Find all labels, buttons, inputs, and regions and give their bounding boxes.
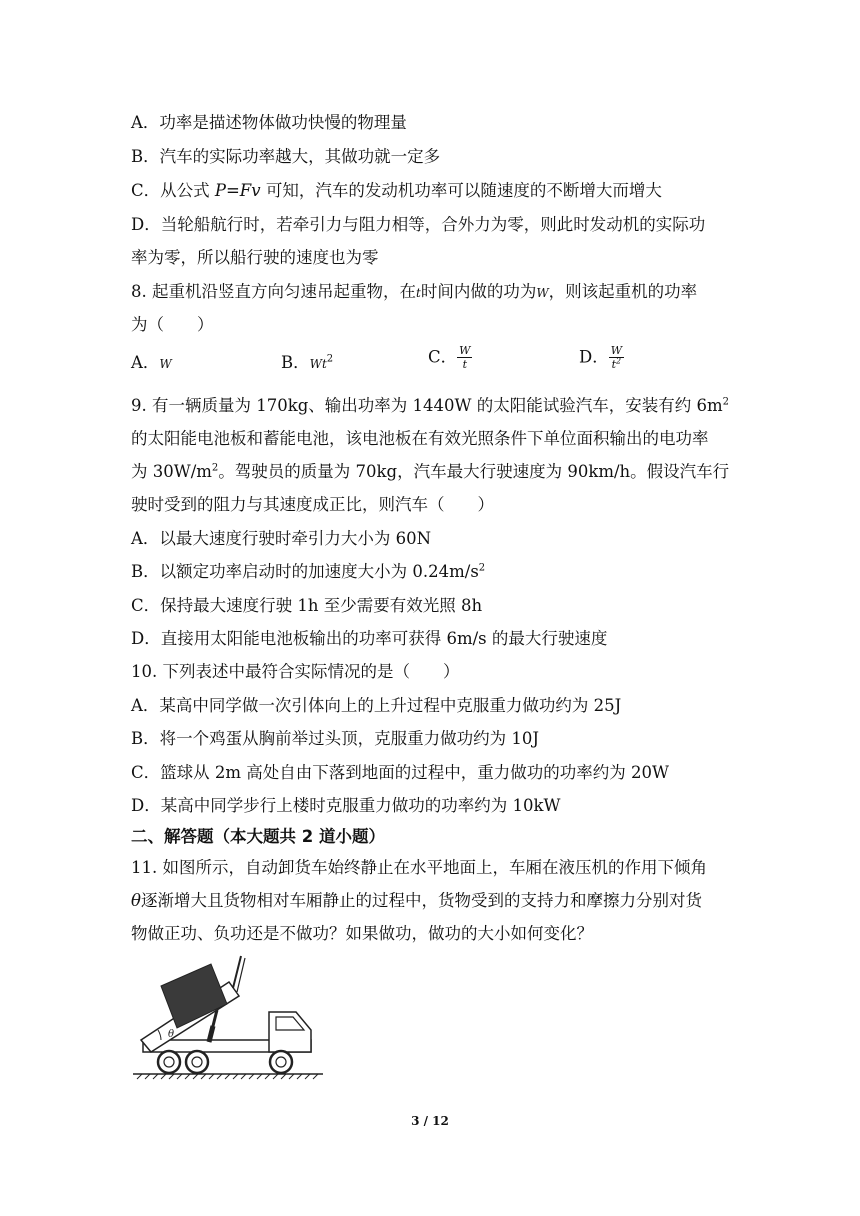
q8-option-b-label: B． [281,353,310,372]
q10-option-c: C．篮球从 2m 高处自由下落到地面的过程中，重力做功的功率约为 20W [131,763,669,782]
dump-truck-figure [131,952,326,1082]
page-number: 3 / 12 [411,1114,449,1128]
q9-option-c: C．保持最大速度行驶 1h 至少需要有效光照 8h [131,596,483,615]
theta-label: θ [168,1029,175,1040]
q8-option-a-value: W [159,357,172,371]
q9-stem-line4: 驶时受到的阻力与其速度成正比，则汽车（ ） [131,495,494,514]
q8-option-c-den: t [462,358,467,371]
q8-option-b [281,352,333,375]
q8-stem-mid: 时间内做的功为 [420,282,537,301]
q8-option-c-num: W [459,344,471,357]
q8-stem-post: ，则该起重机的功率 [548,282,698,301]
q9-option-b: B．以额定功率启动时的加速度大小为 $0.24m/s^2$ [131,562,486,581]
q8-option-c-fraction [457,344,472,371]
q7-option-d-line2: 率为零，所以船行驶的速度也为零 [131,248,379,267]
q8-option-c-label: C． [428,347,458,367]
q9-stem-line2: 的太阳能电池板和蓄能电池，该电池板在有效光照条件下单位面积输出的电功率 [131,429,709,448]
q8-option-d-num: W [610,344,623,357]
q8-option-d-label: D． [579,347,609,367]
q8-stem-line1 [131,281,740,304]
q8-stem-pre: 8. 起重机沿竖直方向匀速吊起重物，在 [131,282,416,301]
q8-option-c [428,344,472,371]
q10-stem: 10. 下列表述中最符合实际情况的是（ ） [131,662,460,681]
q8-option-d [579,344,624,371]
q7-option-c-post: 可知，汽车的发动机功率可以随速度的不断增大而增大 [265,181,662,200]
q10-option-a: A．某高中同学做一次引体向上的上升过程中克服重力做功约为 25J [131,696,622,715]
q7-option-c [131,180,740,202]
q8-stem-line2: 为（ ） [131,315,214,334]
q11-line1: 11. 如图所示，自动卸货车始终静止在水平地面上，车厢在液压机的作用下倾角 [131,858,707,877]
q8-options [131,344,740,378]
section-heading: 二、解答题（本大题共 2 道小题） [131,827,385,846]
q7-option-c-pre: C．从公式 [131,181,210,200]
q7-option-a: A．功率是描述物体做功快慢的物理量 [131,113,407,132]
q9-option-a: A．以最大速度行驶时牵引力大小为 60N [131,529,432,548]
q9-option-d: D．直接用太阳能电池板输出的功率可获得 6m/s 的最大行驶速度 [131,629,608,648]
q8-option-b-exp: 2 [326,353,334,365]
q10-option-b: B．将一个鸡蛋从胸前举过头顶，克服重力做功约为 10J [131,729,539,748]
q10-option-d: D．某高中同学步行上楼时克服重力做功的功率约为 10kW [131,796,561,815]
q8-option-a-label: A． [131,353,160,372]
q8-option-d-den: $t^2$ [611,356,622,371]
q8-w-symbol: W [536,286,549,300]
q8-option-d-fraction [609,344,624,371]
q8-option-a [131,352,172,375]
q7-option-d-line1: D．当轮船航行时，若牵引力与阻力相等，合外力为零，则此时发动机的实际功 [131,215,706,234]
q8-t-symbol: t [416,286,421,300]
q9-stem-line1: 9. 有一辆质量为 170kg、输出功率为 1440W 的太阳能试验汽车，安装有约 $6m^2$ [131,396,729,415]
q7-option-b: B．汽车的实际功率越大，其做功就一定多 [131,147,441,166]
q11-line2: θ逐渐增大且货物相对车厢静止的过程中，货物受到的支持力和摩擦力分别对货 [131,891,702,910]
q8-option-b-value: Wt [309,357,327,371]
q11-line3: 物做正功、负功还是不做功？如果做功，做功的大小如何变化？ [131,924,593,943]
q9-stem-line3: 为 $30W/m^2$。驾驶员的质量为 70kg，汽车最大行驶速度为 90km/h。假设汽车行 [131,462,730,481]
q7-option-c-formula: P=Fv [214,181,261,200]
